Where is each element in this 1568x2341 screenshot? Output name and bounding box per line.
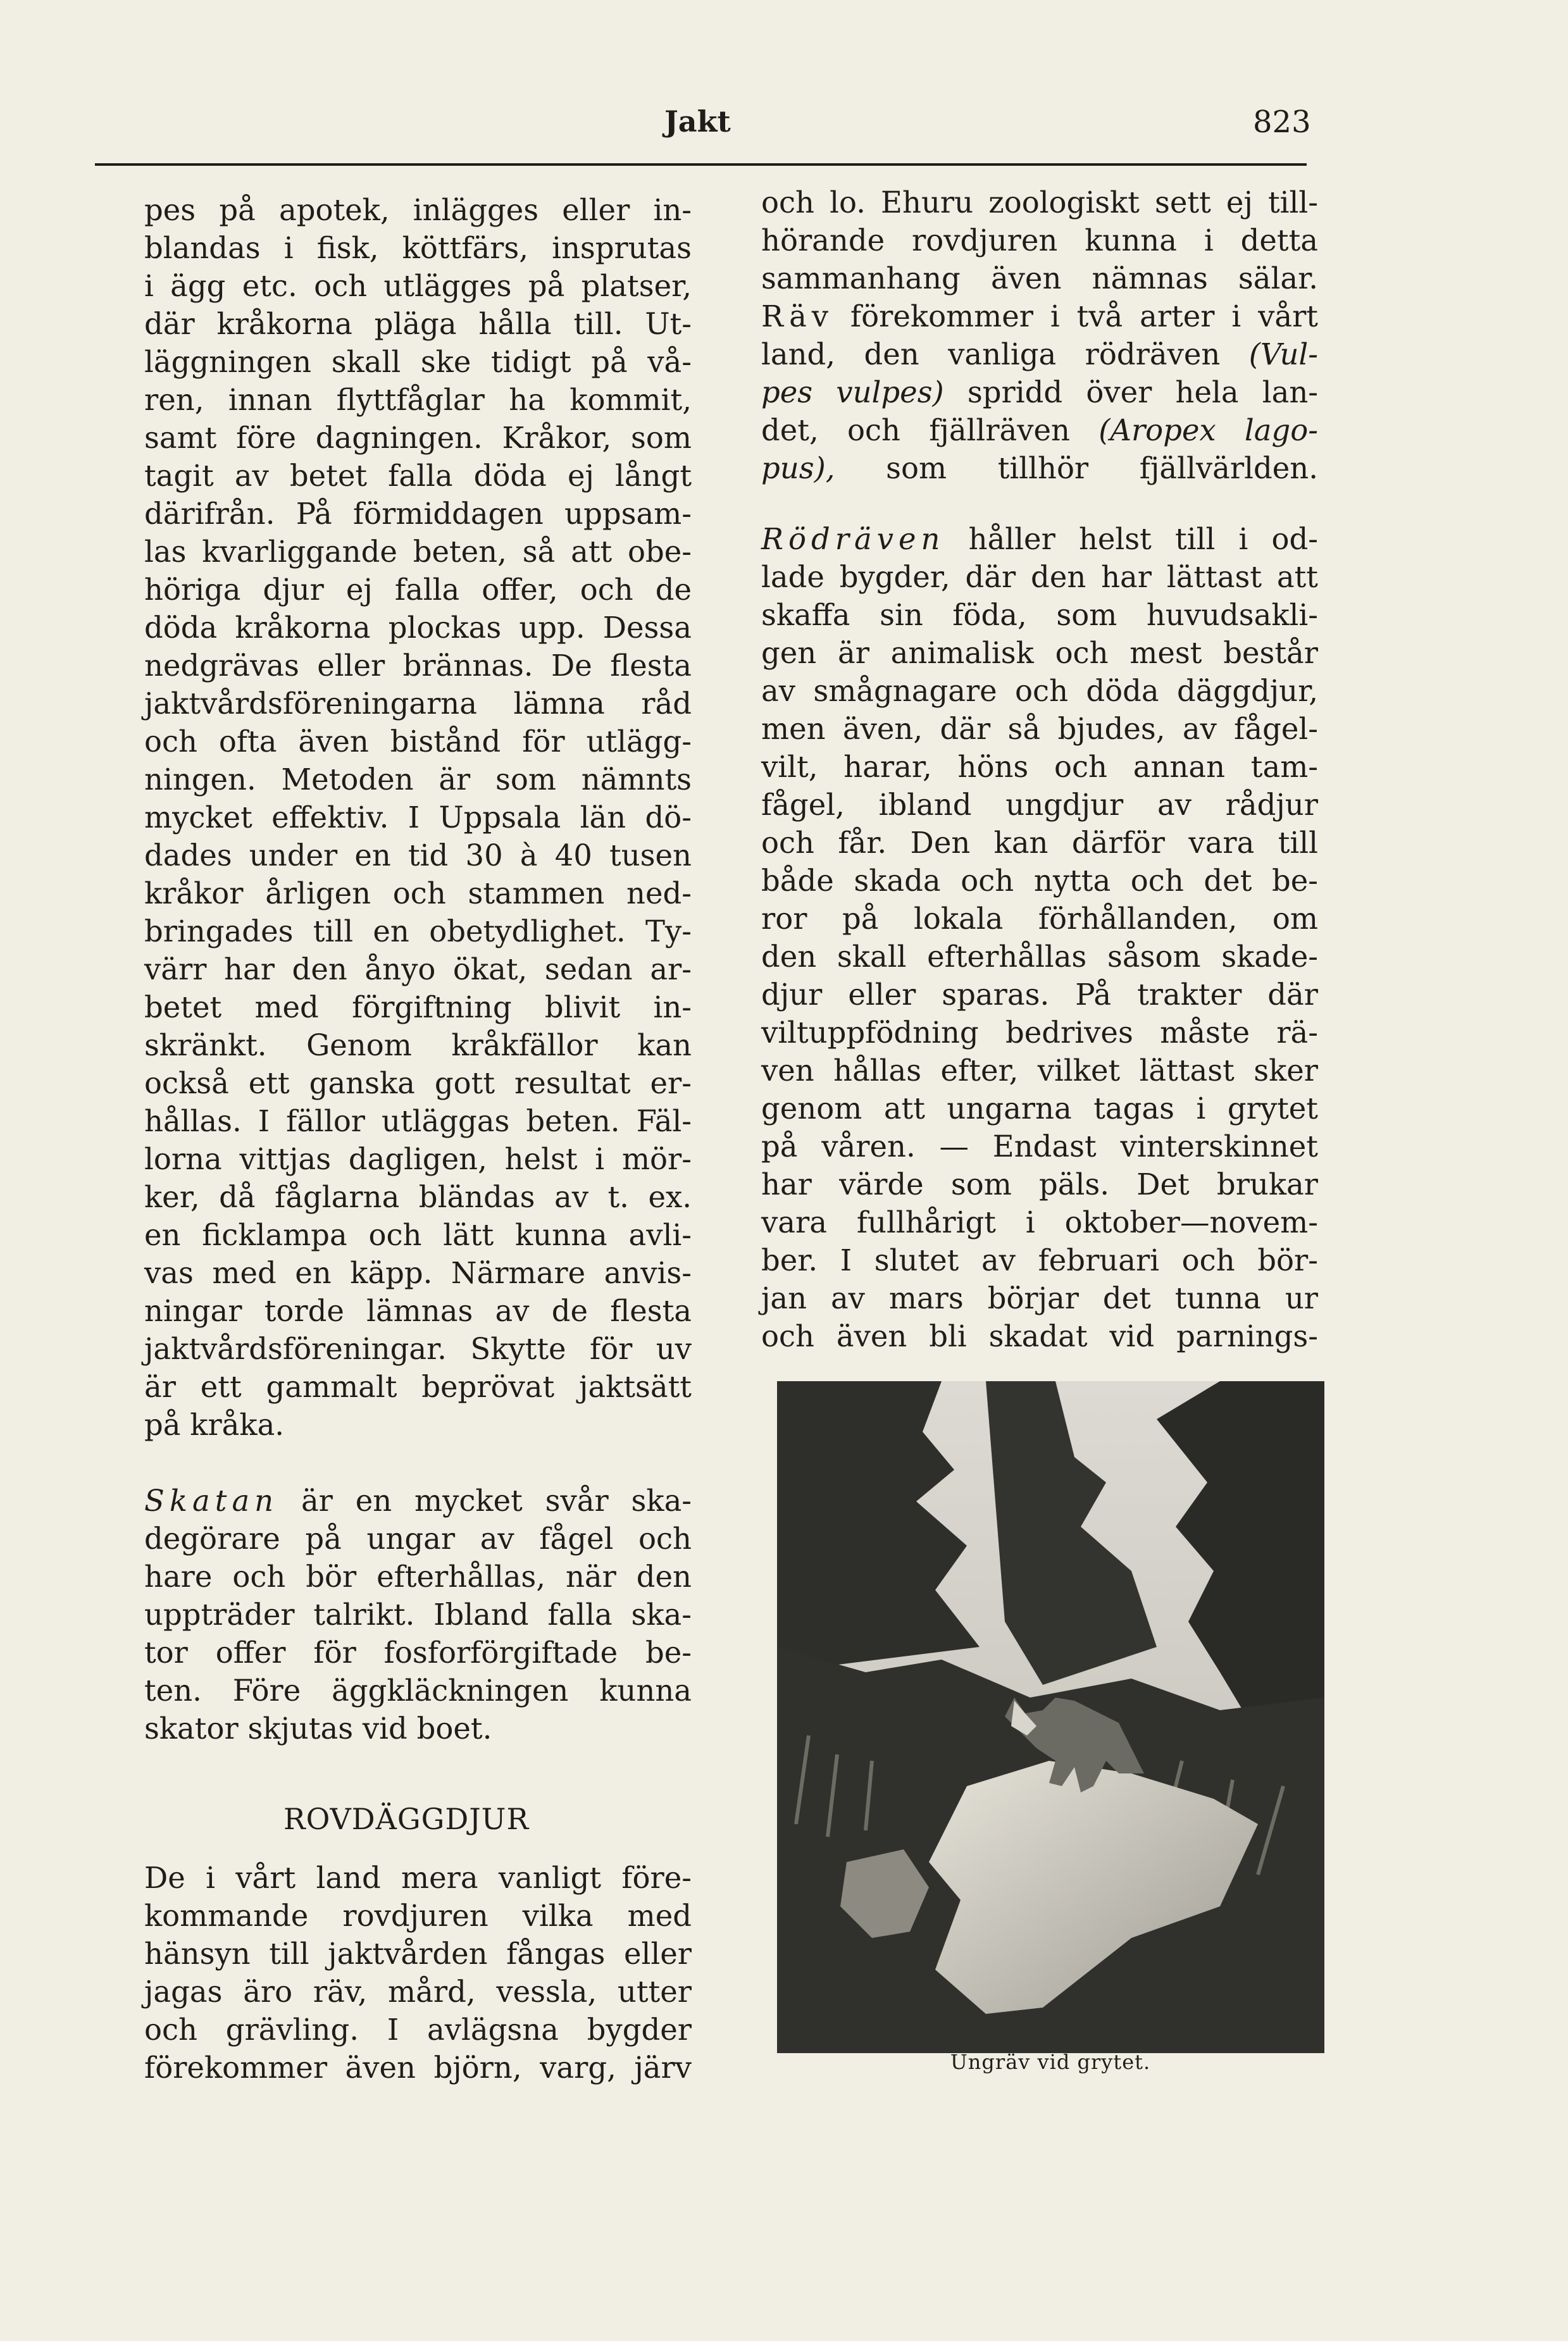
- paragraph-line: döda kråkorna plockas upp. Dessa: [144, 611, 692, 645]
- left-paragraph-predators: [144, 1859, 692, 2087]
- paragraph-line: hörande rovdjuren kunna i detta: [761, 223, 1318, 258]
- paragraph-line: vas med en käpp. Närmare anvis-: [144, 1256, 692, 1290]
- paragraph-line: genom att ungarna tagas i grytet: [761, 1091, 1318, 1126]
- left-column: [144, 191, 692, 1748]
- paragraph-line: höriga djur ej falla offer, och de: [144, 573, 692, 607]
- latin-name: (Vul-: [1248, 337, 1318, 371]
- paragraph-line: ven hållas efter, vilket lättast sker: [761, 1053, 1318, 1088]
- paragraph-line: och får. Den kan därför vara till: [761, 826, 1318, 860]
- paragraph-line: har värde som päls. Det brukar: [761, 1167, 1318, 1202]
- term-rav: Räv: [761, 299, 834, 333]
- paragraph-line: jagas äro räv, mård, vessla, utter: [144, 1975, 692, 2009]
- paragraph-line: ningen. Metoden är som nämnts: [144, 762, 692, 797]
- paragraph-line: vara fullhårigt i oktober—novem-: [761, 1205, 1318, 1239]
- paragraph-line: ber. I slutet av februari och bör-: [761, 1243, 1318, 1277]
- paragraph-line: blandas i fisk, köttfärs, insprutas: [144, 231, 692, 265]
- header-rule: [95, 163, 1307, 166]
- paragraph-line: lorna vittjas dagligen, helst i mör-: [144, 1142, 692, 1176]
- section-heading-rovdaggdjur: ROVDÄGGDJUR: [283, 1802, 530, 1836]
- latin-name: pes vulpes): [761, 375, 944, 409]
- right-column: [761, 183, 1318, 1355]
- paragraph-line: pes vulpes) spridd över hela lan-: [761, 375, 1318, 409]
- paragraph-line: en ficklampa och lätt kunna avli-: [144, 1218, 692, 1252]
- paragraph-line: land, den vanliga rödräven (Vul-: [761, 337, 1318, 371]
- paragraph-line: viltuppfödning bedrives måste rä-: [761, 1015, 1318, 1050]
- paragraph-line: därifrån. På förmiddagen uppsam-: [144, 497, 692, 531]
- paragraph-line: fågel, ibland ungdjur av rådjur: [761, 788, 1318, 822]
- paragraph-line: och lo. Ehuru zoologiskt sett ej till-: [761, 185, 1318, 220]
- paragraph-line: pus), som tillhör fjällvärlden.: [761, 451, 1318, 485]
- paragraph-line: Skatan är en mycket svår ska-: [144, 1484, 692, 1518]
- paragraph-line: och även bli skadat vid parnings-: [761, 1319, 1318, 1353]
- paragraph-line: ten. Före äggkläckningen kunna: [144, 1673, 692, 1708]
- left-column-lower: [144, 1859, 692, 2087]
- paragraph-line: De i vårt land mera vanligt före-: [144, 1861, 692, 1895]
- paragraph-line: degörare på ungar av fågel och: [144, 1522, 692, 1556]
- right-paragraph-red-fox: [761, 520, 1318, 1355]
- paragraph-line: pes på apotek, inlägges eller in-: [144, 193, 692, 227]
- paragraph-line: jaktvårdsföreningar. Skytte för uv: [144, 1332, 692, 1366]
- paragraph-line: tagit av betet falla döda ej långt: [144, 459, 692, 493]
- paragraph-line: hållas. I fällor utläggas beten. Fäl-: [144, 1104, 692, 1138]
- term-rodraven: Rödräven: [761, 522, 945, 556]
- fox-photo-image: [777, 1381, 1324, 2053]
- paragraph-line: skaffa sin föda, som huvudsakli-: [761, 598, 1318, 632]
- left-paragraph-magpie: [144, 1482, 692, 1748]
- paragraph-line: och ofta även bistånd för utlägg-: [144, 724, 692, 759]
- paragraph-line: läggningen skall ske tidigt på vå-: [144, 345, 692, 379]
- page-number: 823: [1253, 104, 1311, 140]
- paragraph-line: lade bygder, där den har lättast att: [761, 560, 1318, 594]
- paragraph-line: bringades till en obetydlighet. Ty-: [144, 914, 692, 948]
- paragraph-line: på kråka.: [144, 1408, 285, 1442]
- paragraph-line: är ett gammalt beprövat jaktsätt: [144, 1370, 692, 1404]
- paragraph-line: nedgrävas eller brännas. De flesta: [144, 649, 692, 683]
- paragraph-line: vilt, harar, höns och annan tam-: [761, 750, 1318, 784]
- paragraph-line: den skall efterhållas såsom skade-: [761, 940, 1318, 974]
- latin-name: (Aropex lago-: [1098, 413, 1318, 447]
- latin-name: pus),: [761, 451, 835, 485]
- paragraph-line: Rödräven håller helst till i od-: [761, 522, 1318, 556]
- paragraph-line: ker, då fåglarna bländas av t. ex.: [144, 1180, 692, 1214]
- paragraph-line: mycket effektiv. I Uppsala län dö-: [144, 800, 692, 835]
- paragraph-line: där kråkorna pläga hålla till. Ut-: [144, 307, 692, 341]
- paragraph-line: förekommer även björn, varg, järv: [144, 2051, 692, 2085]
- paragraph-line: i ägg etc. och utlägges på platser,: [144, 269, 692, 303]
- paragraph-line: betet med förgiftning blivit in-: [144, 990, 692, 1024]
- paragraph-line: hänsyn till jaktvården fångas eller: [144, 1937, 692, 1971]
- paragraph-line: ningar torde lämnas av de flesta: [144, 1294, 692, 1328]
- left-paragraph-crow-poison: [144, 191, 692, 1444]
- fox-photo: [777, 1381, 1324, 2053]
- paragraph-line: både skada och nytta och det be-: [761, 864, 1318, 898]
- paragraph-line: skränkt. Genom kråkfällor kan: [144, 1028, 692, 1062]
- paragraph-line: uppträder talrikt. Ibland falla ska-: [144, 1598, 692, 1632]
- paragraph-line: sammanhang även nämnas sälar.: [761, 261, 1318, 295]
- paragraph-line: jaktvårdsföreningarna lämna råd: [144, 686, 692, 721]
- paragraph-line: ror på lokala förhållanden, om: [761, 902, 1318, 936]
- right-paragraph-fox-intro: [761, 183, 1318, 487]
- paragraph-line: las kvarliggande beten, så att obe-: [144, 535, 692, 569]
- paragraph-line: gen är animalisk och mest består: [761, 636, 1318, 670]
- paragraph-line: värr har den ånyo ökat, sedan ar-: [144, 952, 692, 986]
- paragraph-line: samt före dagningen. Kråkor, som: [144, 421, 692, 455]
- paragraph-line: tor offer för fosforförgiftade be-: [144, 1636, 692, 1670]
- paragraph-line: skator skjutas vid boet.: [144, 1711, 492, 1746]
- paragraph-line: det, och fjällräven (Aropex lago-: [761, 413, 1318, 447]
- paragraph-line: djur eller sparas. På trakter där: [761, 978, 1318, 1012]
- paragraph-line: dades under en tid 30 à 40 tusen: [144, 838, 692, 872]
- paragraph-line: kråkor årligen och stammen ned-: [144, 876, 692, 910]
- term-skatan: Skatan: [144, 1484, 279, 1518]
- paragraph-line: hare och bör efterhållas, när den: [144, 1560, 692, 1594]
- paragraph-line: av smågnagare och döda däggdjur,: [761, 674, 1318, 708]
- paragraph-line: kommande rovdjuren vilka med: [144, 1899, 692, 1933]
- paragraph-line: Räv förekommer i två arter i vårt: [761, 299, 1318, 333]
- paragraph-line: och grävling. I avlägsna bygder: [144, 2013, 692, 2047]
- paragraph-line: på våren. — Endast vinterskinnet: [761, 1129, 1318, 1164]
- paragraph-line: också ett ganska gott resultat er-: [144, 1066, 692, 1100]
- paragraph-line: ren, innan flyttfåglar ha kommit,: [144, 383, 692, 417]
- photo-caption: Ungräv vid grytet.: [950, 2050, 1151, 2074]
- paragraph-line: jan av mars börjar det tunna ur: [761, 1281, 1318, 1315]
- running-header-title: Jakt: [664, 104, 731, 139]
- paragraph-line: men även, där så bjudes, av fågel-: [761, 712, 1318, 746]
